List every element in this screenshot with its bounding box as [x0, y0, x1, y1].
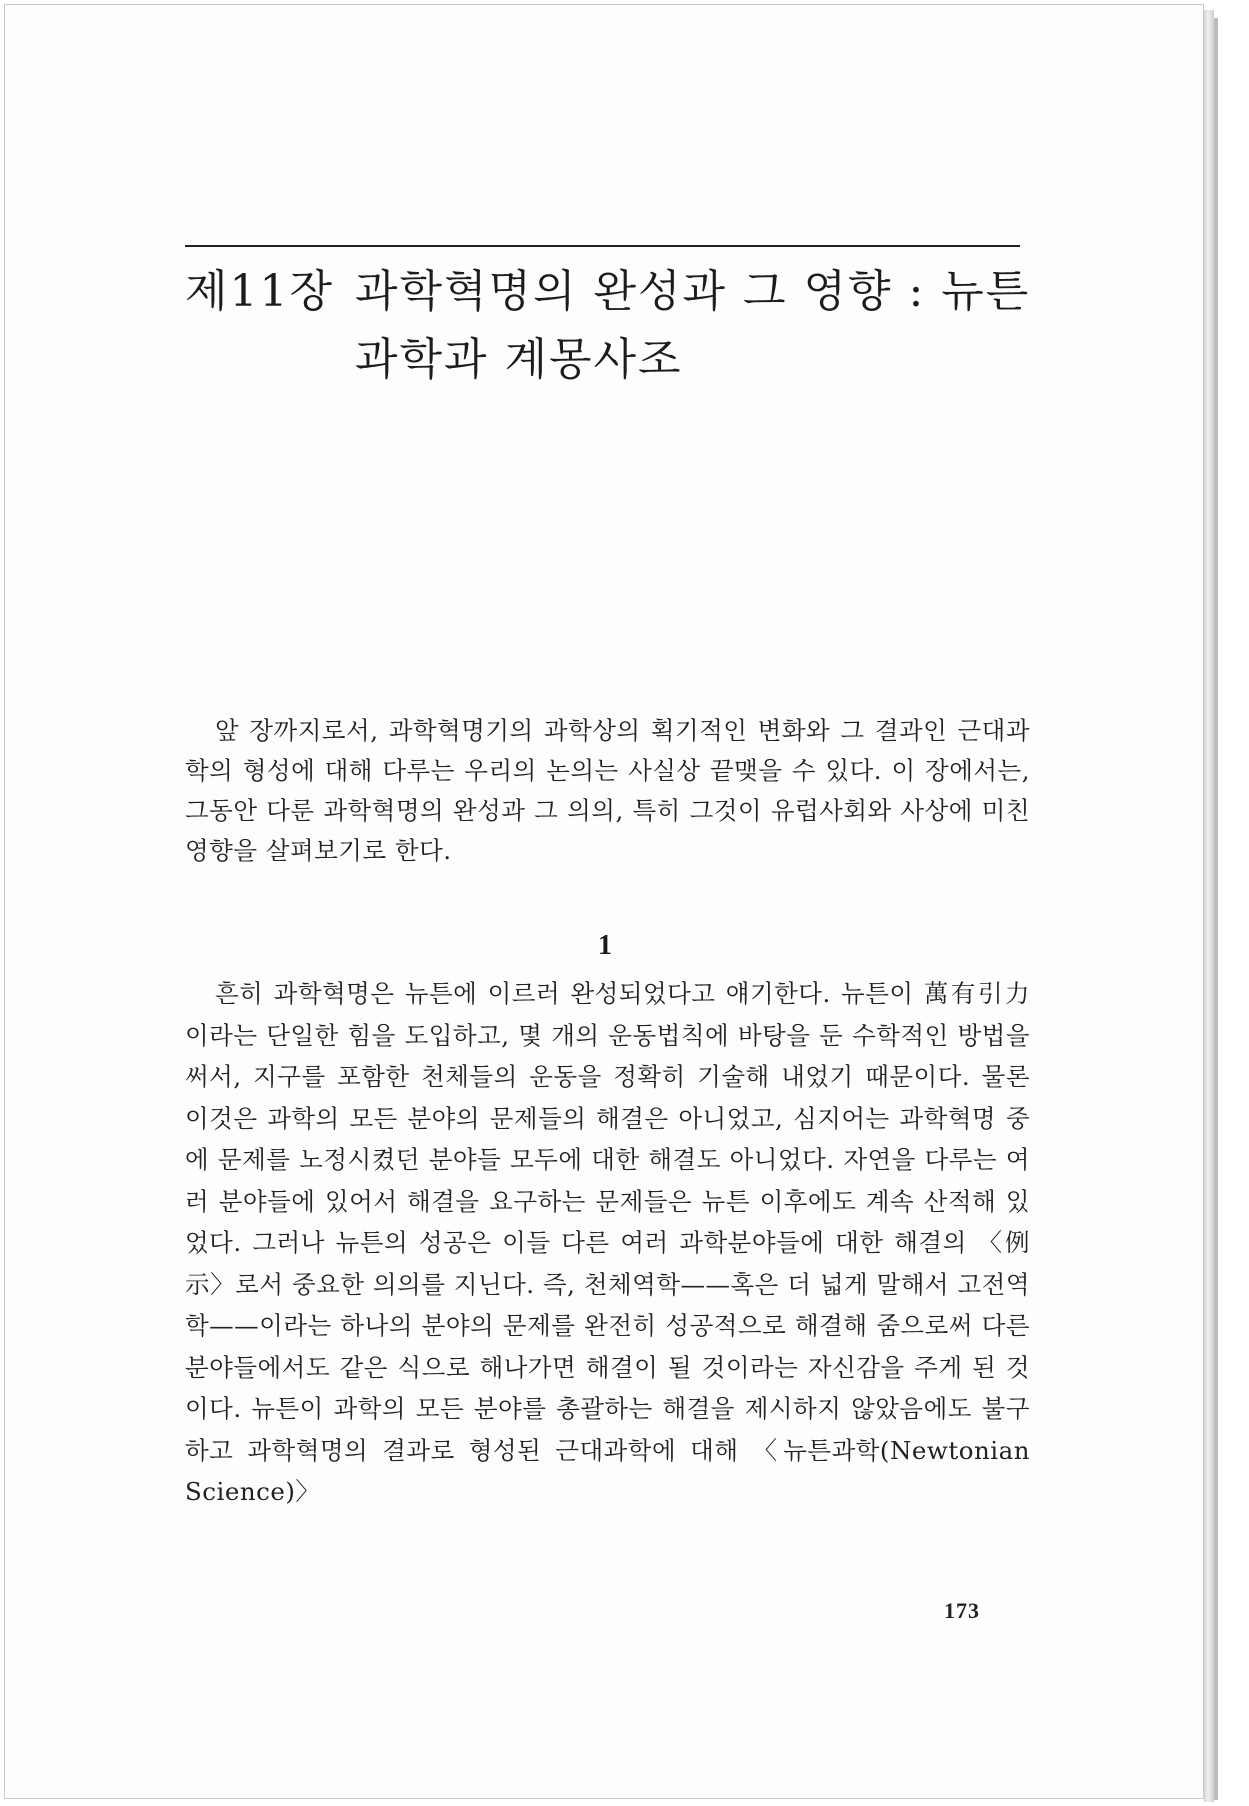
page-number: 173	[944, 1598, 980, 1623]
chapter-title-line1: 과학혁명의 완성과 그 영향 : 뉴튼	[355, 266, 1031, 317]
chapter-top-rule	[185, 245, 1020, 247]
section-number: 1	[598, 930, 612, 961]
page-edge-shadow	[1204, 10, 1214, 1802]
page-edge-back	[1214, 18, 1218, 1800]
intro-paragraph: 앞 장까지로서, 과학혁명기의 과학상의 획기적인 변화와 그 결과인 근대과학의 형성에 대해 다루는 우리의 논의는 사실상 끝맺을 수 있다. 이 장에서는, 그동안 다룬 과학혁명의 완성과 그 의의, 특히 그것이 유럽사회와 사상에 미친 영향을 살펴보기로 한다.	[185, 716, 1030, 865]
chapter-heading	[185, 258, 1035, 394]
chapter-number: 제11장	[185, 266, 334, 317]
chapter-title-line2: 과학과 계몽사조	[355, 334, 683, 385]
body-paragraph: 흔히 과학혁명은 뉴튼에 이르러 완성되었다고 얘기한다. 뉴튼이 萬有引力이라는 단일한 힘을 도입하고, 몇 개의 운동법칙에 바탕을 둔 수학적인 방법을 써서, 지구를 포함한 천체들의 운동을 정확히 기술해 내었기 때문이다. 물론 이것은 과학의 모든 분야의 문제들의 해결은 아니었고, 심지어는 과학혁명 중에 문제를 노정시켰던 분야들 모두에 대한 해결도 아니었다. 자연을 다루는 여러 분야들에 있어서 해결을 요구하는 문제들은 뉴튼 이후에도 계속 산적해 있었다. 그러나 뉴튼의 성공은 이들 다른 여러 과학분야들에 대한 해결의 〈例示〉로서 중요한 의의를 지닌다. 즉, 천체역학——혹은 더 넓게 말해서 고전역학——이라는 하나의 분야의 문제를 완전히 성공적으로 해결해 줌으로써 다른 분야들에서도 같은 식으로 해나가면 해결이 될 것이라는 자신감을 주게 된 것이다. 뉴튼이 과학의 모든 분야를 총괄하는 해결을 제시하지 않았음에도 불구하고 과학혁명의 결과로 형성된 근대과학에 대해 〈뉴튼과학(Newtonian Science)〉	[185, 979, 1030, 1506]
